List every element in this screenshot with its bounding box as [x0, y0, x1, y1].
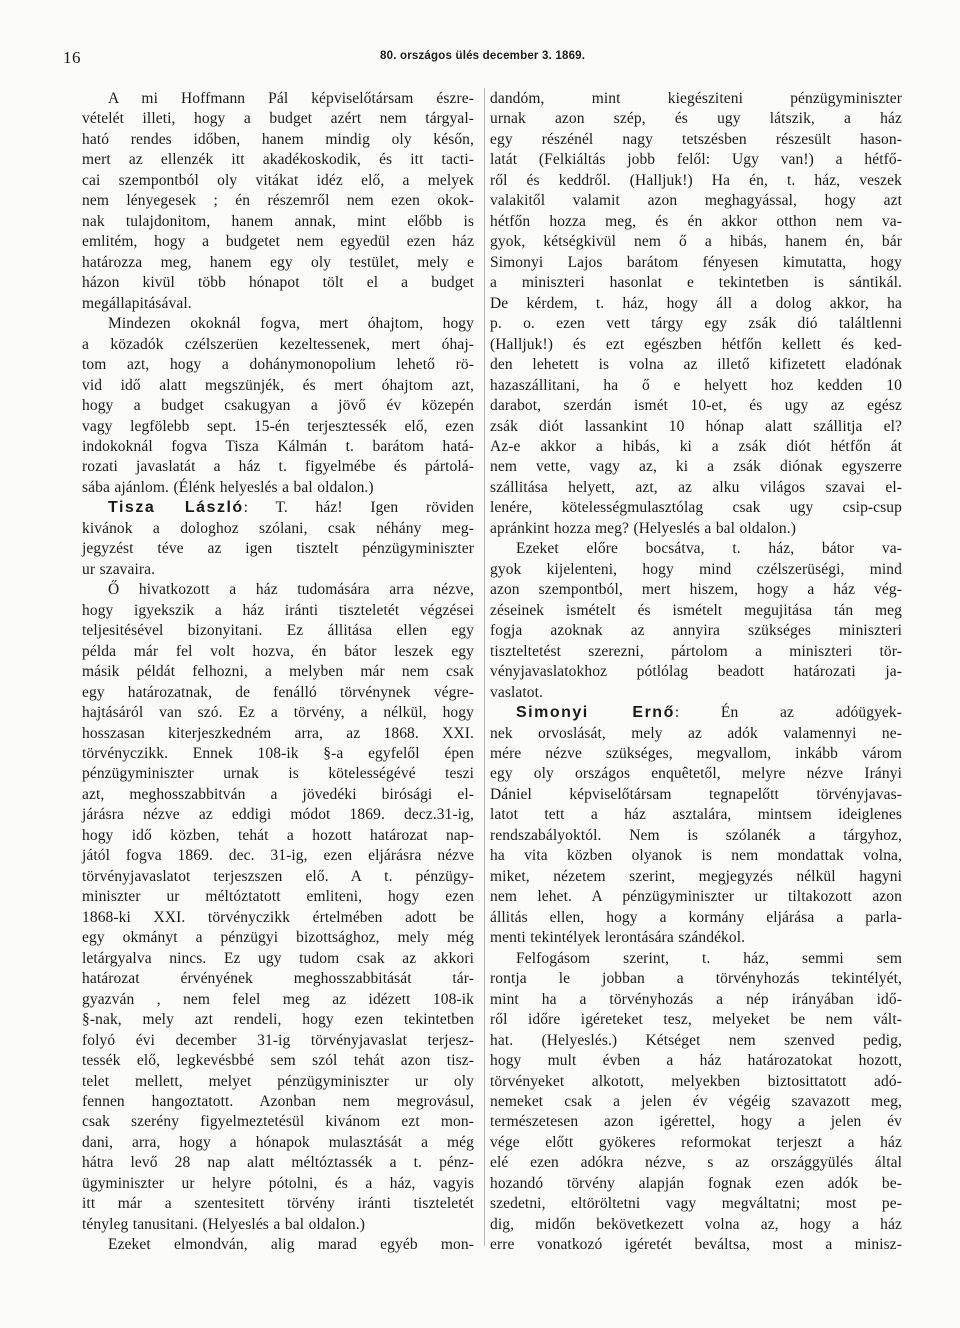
text-line: hosszasan kiterjeszkedném arra, az 1868. XXI. — [82, 724, 474, 742]
text-line: azt, meghosszabbitván a jövedéki birósági el- — [82, 785, 474, 803]
text-line: azon szempontból, mert hiszem, hogy a ház vég- — [490, 581, 902, 599]
text-line: tessék elő, legkevésbbé sem szól tehát azon tisz- — [82, 1052, 474, 1070]
text-line: folyó évi december 31-ig törvényjavaslat terjesz- — [82, 1031, 474, 1049]
text-line: miket, nézetem szerint, megjegyzés nélkül hagyni — [490, 867, 902, 885]
text-line: elé ezen adókra nézve, s az országgyülés által — [490, 1154, 902, 1172]
text-line: hátra levő 28 nap alatt méltóztassék a t. pénz- — [82, 1154, 474, 1172]
text-line: törvényczikk. Ennek 108-ik §-a egyfelől épen — [82, 745, 474, 762]
text-line: menti tekintélyek lerontására szándékol. — [490, 929, 746, 947]
text-line: (Halljuk!) és ezt egészben hétfőn kellett és ked- — [490, 335, 902, 353]
text-line: Az-e akkor a hibás, ki a zsák diót hétfőn át — [490, 437, 902, 455]
text-line: ha vita közben olyanok is nem mondattak volna, — [490, 847, 902, 865]
text-line: nemeket csak a jelen év végéig szavazott meg, — [490, 1092, 902, 1110]
text-line: 1868-ki XXI. törvényczikk értelmében adott be — [82, 908, 474, 926]
text-line: miniszter ur méltóztatott emliteni, hogy ezen — [82, 888, 474, 906]
text-line: megállapitásával. — [82, 294, 192, 312]
text-line: ható rendes időben, hanem mindig oly későn, — [82, 130, 474, 148]
text-line: hogy igyekszik a ház iránti tiszteletét végzései — [82, 601, 474, 619]
text-line: Ezeket elmondván, alig marad egyéb mon- — [108, 1236, 474, 1254]
text-line: hazaszállitani, ha ő e helyett hoz kedden 10 — [490, 376, 902, 394]
text-line: Mindezen okoknál fogva, mert óhajtom, hogy — [108, 315, 474, 333]
text-line: nek orvoslását, mely az adók valamennyi ne- — [490, 724, 902, 742]
text-line: példa már fel volt hozva, én bátor leszek egy — [82, 642, 474, 660]
text-line: tényleg tanusitani. (Helyeslés a bal oldalon.) — [82, 1215, 366, 1233]
text-line: mert az ellenzék itt akadékoskodik, és itt tacti- — [82, 151, 474, 169]
text-line: hogy idő közben, tehát a hozott határozat nap- — [82, 826, 474, 844]
text-line: szállitása helyett, azt, az alku világos szavai el- — [490, 478, 902, 496]
text-line: nem vette, vagy az, ki a zsák diónak egyszerre — [490, 458, 902, 476]
text-line: hozandó törvény alapján fognak ezen adók be- — [490, 1174, 902, 1192]
text-line: ügyminiszter ur helyre pótolni, és a ház, vagyis — [82, 1174, 474, 1192]
text-line: határozza meg, hanem egy oly testület, mely e — [82, 253, 474, 271]
text-line: dani, arra, hogy a hónapok mulasztását a még — [82, 1133, 474, 1151]
text-line: mint ha a törvényhozás a nép irányában idő- — [490, 990, 902, 1008]
text-line: A mi Hoffmann Pál képviselőtársam észre- — [108, 90, 474, 107]
text-line: mére nézve szükséges, megvallom, inkább várom — [490, 745, 902, 762]
text-line: gyok kijelenteni, hogy mind czélszerüségi, mind — [490, 560, 902, 578]
text-line: rozati javaslatát a ház t. figyelmébe és pártolá- — [82, 458, 474, 476]
text-line: sába ajánlom. (Élénk helyeslés a bal oldalon.) — [82, 478, 374, 496]
text-line: teljesitésével bizonyitani. Ez állitása ellen egy — [82, 622, 474, 640]
text-line: latát (Felkiáltás jobb felől: Ugy van!) a hétfő- — [490, 151, 902, 169]
text-line: ről időre igéreteket tesz, melyeket be nem vált- — [490, 1011, 902, 1029]
right-column — [490, 89, 902, 1256]
text-line: Felfogásom szerint, t. ház, semmi sem — [516, 949, 902, 967]
text-line: itt már a szentesitett törvény iránti tiszteletét — [82, 1195, 474, 1213]
text-line: vényjavaslatokhoz pótlólag beadott határozati ja- — [490, 663, 902, 681]
text-line: vaslatot. — [490, 683, 543, 701]
text-line: házon kivül több hónapot tölt el a budget — [82, 274, 474, 292]
text-line: kivánok a dologhoz szólani, csak néhány meg- — [82, 519, 474, 537]
page-number: 16 — [63, 48, 81, 67]
text-line: tiszteltetést szerezni, pártolom a miniszteri tör- — [490, 642, 902, 660]
text-line: jegyzést téve az igen tisztelt pénzügyminiszter — [82, 540, 474, 558]
text-line: zsák diót lassankint 10 hónap alatt szállitja el? — [490, 417, 902, 435]
text-line: latot tett a ház asztalára, mintsem ideiglenes — [490, 806, 902, 824]
speaker-name: Tisza László — [108, 499, 244, 517]
text-line: darabot, szerdán ismét 10-et, és ugy az egész — [490, 397, 902, 415]
text-line: rendszabályoktól. Nem is szólanék a tárgyhoz, — [490, 826, 902, 844]
text-line: ről és keddről. (Halljuk!) Ha én, t. ház, veszek — [490, 171, 902, 189]
text-line: hat. (Helyeslés.) Kétséget nem szenved pedig, — [490, 1031, 902, 1049]
text-line: valakitől valamit azon meghagyással, hogy azt — [490, 192, 902, 210]
text-line: p. o. ezen vett tárgy egy zsák dió találtlenni — [490, 315, 902, 333]
text-line: törvényjavaslatot terjeszszen elő. A t. pénzügy- — [82, 867, 474, 885]
speaker-text: : Én az adóügyek- — [674, 704, 903, 722]
text-line — [490, 703, 902, 723]
text-line: Dániel képviselőtársam tegnapelőtt törvényjavas- — [490, 785, 902, 803]
text-line: cai szempontból oly vitákat idéz elő, a melyek — [82, 171, 474, 189]
text-line: letárgyalva nincs. Ez ugy tudom csak az akkori — [82, 949, 474, 967]
text-line: hajtásáról van szó. Ez a törvény, a nélkül, hogy — [82, 704, 474, 722]
speaker-text: : T. ház! Igen röviden — [243, 499, 474, 517]
text-line: fennen hangoztatott. Azonban nem megrovásul, — [82, 1092, 474, 1110]
text-line: egy oly országos enquêtetől, melyre nézve Irányi — [490, 765, 902, 783]
text-line: zéseinek ismételt és ismételt megujitása tán meg — [490, 601, 902, 619]
text-line: fogja azoknak az annyira szükséges miniszteri — [490, 622, 902, 640]
text-line: lenére, kötelességmulasztólag csak ugy csip-csup — [490, 499, 902, 517]
text-line: Ezeket előre bocsátva, t. ház, bátor va- — [516, 540, 902, 558]
text-line — [82, 498, 474, 518]
text-line: nem lényegesek ; én részemről nem ezen okok- — [82, 192, 474, 210]
text-line: indokoknál fogva Tisza Kálmán t. barátom hatá- — [82, 437, 474, 455]
text-line: den lehetett is volna az illető kifizetett eladónak — [490, 356, 902, 374]
text-line: természetesen azon igérettel, hogy a jelen év — [490, 1113, 902, 1131]
speaker-name: Simonyi Ernő — [516, 704, 675, 722]
text-line: dandóm, mint kiegésziteni pénzügyminiszter — [490, 90, 902, 107]
text-line: gyok, kétségkivül nem ő a hibás, hanem én, bár — [490, 233, 902, 251]
text-line: nem lehet. A pénzügyminiszter ur tiltakozott azon — [490, 888, 902, 906]
left-column — [82, 89, 474, 1256]
text-line: a közadók czélszerüen kezeltessenek, mert óhaj- — [82, 335, 474, 353]
text-line: erre vonatkozó igéretét beváltsa, most a minisz- — [490, 1236, 902, 1254]
text-line: vételét illeti, hogy a budget azért nem tárgyal- — [82, 110, 474, 128]
text-line: hogy a budget csakugyan a jövő év közepén — [82, 397, 474, 415]
running-header: 80. országos ülés december 3. 1869. — [380, 50, 586, 62]
text-line: nak tulajdonitom, hanem annak, mint előbb is — [82, 212, 474, 230]
text-line: De kérdem, t. ház, hogy áll a dolog akkor, ha — [490, 294, 902, 312]
text-line: urnak azon szép, és ugy látszik, a ház — [490, 110, 902, 128]
text-line: ur szavaira. — [82, 560, 156, 578]
text-line: egy okmányt a pénzügyi bizottsághoz, mely még — [82, 929, 474, 947]
text-line: törvényeket alkotott, melyekben biztosittatott adó- — [490, 1072, 902, 1090]
text-line: a miniszteri hasonlat e tekintetben is sántikál. — [490, 274, 902, 292]
text-line: csak szerény figyelmeztetésül kivánom ezt mon- — [82, 1113, 474, 1131]
text-line: hogy mult évben a ház határozatokat hozott, — [490, 1052, 902, 1070]
text-line: §-nak, mely azt rendeli, hogy ezen tekintetben — [82, 1011, 474, 1029]
text-line: telet mellett, melyet pénzügyminiszter ur oly — [82, 1072, 474, 1090]
text-line: vid idő alatt megszünjék, és mert óhajtom azt, — [82, 376, 474, 394]
text-line: vége előtt gyökeres reformokat terjeszt a ház — [490, 1133, 902, 1151]
text-line: apránkint hozza meg? (Helyeslés a bal oldalon.) — [490, 519, 796, 537]
text-line: állitás ellen, hogy a kormány eljárása a parla- — [490, 908, 902, 926]
text-line: pénzügyminiszter urnak is kötelességévé teszi — [82, 765, 474, 783]
text-line: hétfőn hozza meg, és én akkor otthon nem va- — [490, 212, 902, 230]
text-line: egy részénél nagy tetszésben részesült hason- — [490, 130, 902, 148]
text-line: dig, midőn bekövetkezett volna az, hogy a ház — [490, 1215, 902, 1233]
text-line: határozat érvényének meghosszabbitását tár- — [82, 970, 474, 988]
text-line: szedetni, eltöröltetni vagy megváltatni; most pe- — [490, 1195, 902, 1213]
text-line: vagy legfölebb sept. 15-én terjesztessék elő, ezen — [82, 417, 474, 435]
text-line: másik példát felhozni, a melyben már nem csak — [82, 663, 474, 681]
text-line: rontja le jobban a törvényhozás tekintélyét, — [490, 970, 902, 988]
text-line: egy határozatnak, de fenálló törvénynek végre- — [82, 683, 474, 701]
text-line: Ő hivatkozott a ház tudomására arra nézve, — [108, 581, 474, 599]
text-line: jától fogva 1869. dec. 31-ig, ezen eljárásra nézve — [82, 847, 474, 865]
text-line: tom azt, hogy a dohánymonopolium lehető rö- — [82, 356, 474, 374]
text-line: Simonyi Lajos barátom fényesen kimutatta, hogy — [490, 253, 902, 271]
text-line: emlitém, hogy a budgetet nem egyedül ezen ház — [82, 233, 474, 251]
text-line: gyazván , nem felel meg az idézett 108-ik — [82, 990, 474, 1008]
column-divider — [484, 88, 485, 1246]
text-line: járásra nézve az eddigi módot 1869. decz.31-ig, — [82, 806, 474, 824]
